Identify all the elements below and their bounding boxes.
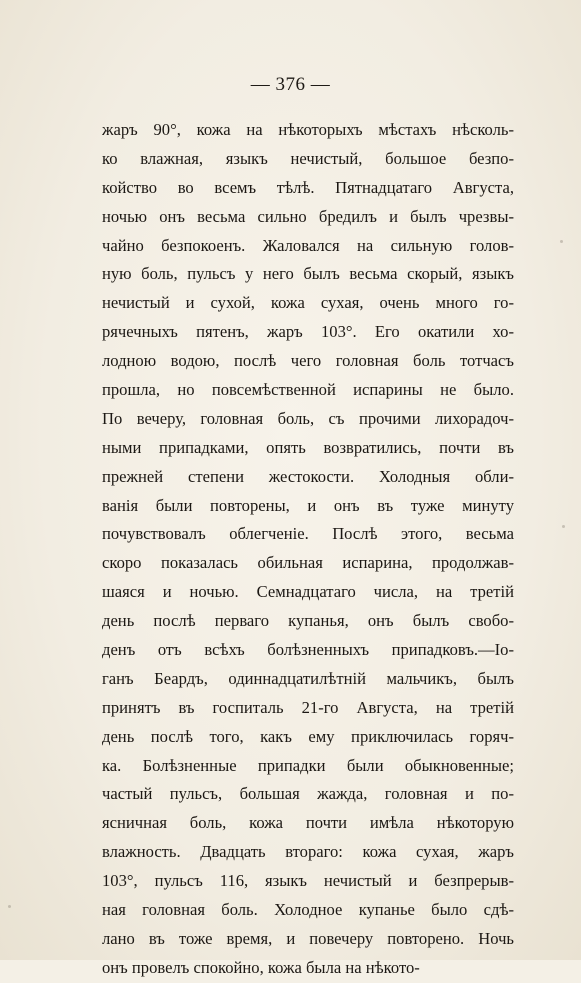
text-line: прежней степени жестокости. Холодныя обли- [102, 466, 514, 486]
body-text [102, 116, 514, 983]
text-line: денъ отъ всѣхъ болѣзненныхъ припадковъ.—Іо- [102, 640, 514, 660]
paper-speck [562, 525, 565, 528]
text-line: лодною водою, послѣ чего головная боль тотчасъ [102, 351, 514, 371]
text-line: день послѣ перваго купанья, онъ былъ свобо- [102, 611, 514, 631]
text-line: ными припадками, опять возвратились, почти въ [102, 437, 514, 457]
text-line: день послѣ того, какъ ему приключилась горяч- [102, 726, 514, 746]
text-line: ванія были повторены, и онъ въ туже минуту [102, 495, 514, 515]
text-line: онъ провелъ спокойно, кожа была на нѣкото- [102, 957, 420, 977]
text-line: нечистый и сухой, кожа сухая, очень много го- [102, 293, 514, 313]
text-line: ганъ Беардъ, одиннадцатилѣтній мальчикъ, былъ [102, 668, 514, 688]
text-line: По вечеру, головная боль, съ прочими лихорадоч- [102, 408, 514, 428]
paper-speck [8, 905, 11, 908]
text-line: ночью онъ весьма сильно бредилъ и былъ чрезвы- [102, 206, 514, 226]
text-line: ко влажная, языкъ нечистый, большое безпо- [102, 148, 514, 168]
text-line: 103°, пульсъ 116, языкъ нечистый и безпрерыв- [102, 871, 514, 891]
text-line: рячечныхъ пятенъ, жаръ 103°. Его окатили хо- [102, 322, 514, 342]
text-line: прошла, но повсемѣственной испарины не было. [102, 380, 514, 400]
text-line: жаръ 90°, кожа на нѣкоторыхъ мѣстахъ нѣсколь- [102, 120, 514, 139]
text-line: чайно безпокоенъ. Жаловался на сильную голов- [102, 235, 514, 255]
text-line: скоро показалась обильная испарина, продолжав- [102, 553, 514, 573]
text-line: лано въ тоже время, и повечеру повторено. Ночь [102, 928, 514, 948]
text-line: принятъ въ госпиталь 21-го Августа, на третій [102, 697, 514, 717]
text-line: шаяся и ночью. Семнадцатаго числа, на третій [102, 582, 514, 602]
text-line: ка. Болѣзненные припадки были обыкновенные; [102, 755, 514, 775]
paper-speck [560, 240, 563, 243]
text-line: почувствовалъ облегченіе. Послѣ этого, весьма [102, 524, 514, 544]
text-line: влажность. Двадцать втораго: кожа сухая, жаръ [102, 842, 514, 862]
text-line: койство во всемъ тѣлѣ. Пятнадцатаго Августа, [102, 177, 514, 197]
text-line: ную боль, пульсъ у него былъ весьма скорый, языкъ [102, 264, 514, 284]
text-line: ясничная боль, кожа почти имѣла нѣкоторую [102, 813, 514, 833]
text-line: ная головная боль. Холодное купанье было сдѣ- [102, 900, 514, 920]
page-number: — 376 — [250, 74, 331, 95]
text-line: частый пульсъ, большая жажда, головная и по- [102, 784, 514, 804]
